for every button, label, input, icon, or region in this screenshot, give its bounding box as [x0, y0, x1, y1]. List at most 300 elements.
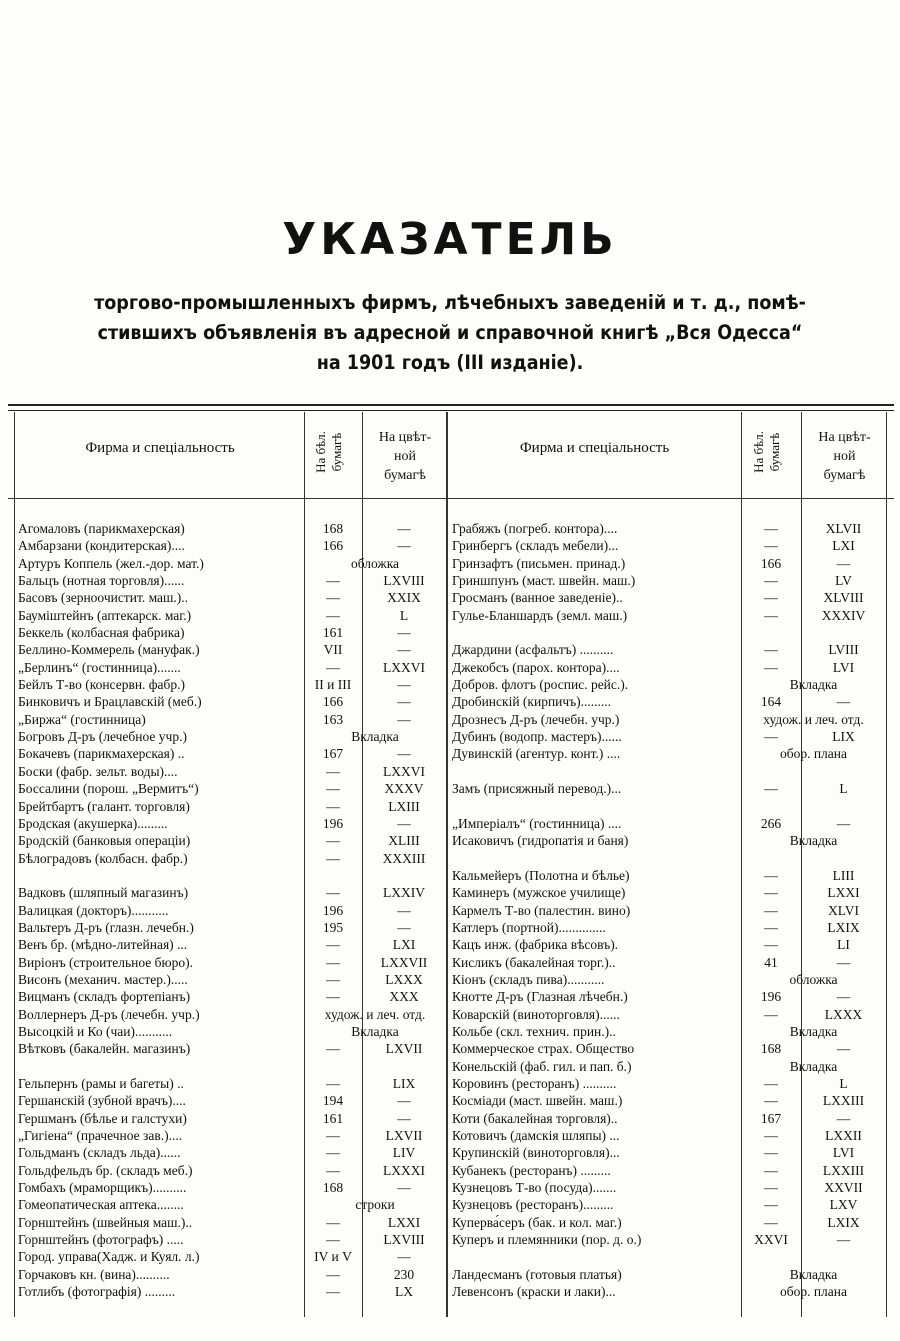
table-row	[452, 1266, 888, 1283]
white-paper-page: —	[764, 659, 778, 675]
table-row	[18, 1006, 446, 1023]
white-paper-page: 161	[322, 1110, 344, 1126]
table-row	[18, 641, 446, 658]
white-paper-page: 195	[322, 919, 344, 935]
table-row	[452, 1006, 888, 1023]
firm-name: Валицкая (докторъ)...........	[18, 902, 169, 918]
table-row	[18, 624, 446, 641]
firm-name: Кисликъ (бакалейная торг.)..	[452, 954, 616, 970]
colored-paper-page: LXXX	[385, 971, 423, 987]
firm-name: Бокачевъ (парикмахерская) ..	[18, 746, 185, 762]
colored-paper-page: LI	[837, 937, 850, 953]
firm-name: Готлибъ (фотографія) .........	[18, 1284, 176, 1300]
colored-paper-page: —	[397, 815, 411, 831]
firm-name: Исаковичъ (гидропатія и баня)	[452, 833, 629, 849]
white-paper-page: 41	[764, 954, 778, 970]
firm-name: Вальтеръ Д-ръ (глазн. лечебн.)	[18, 919, 194, 935]
table-row	[18, 1040, 446, 1057]
table-row	[452, 693, 888, 710]
firm-name: Высоцкій и Ко (чаи)...........	[18, 1023, 173, 1039]
colored-paper-page: XXX	[389, 989, 419, 1005]
colored-paper-page: —	[836, 1110, 851, 1126]
colored-paper-page: XXVII	[824, 1180, 863, 1196]
white-paper-page: —	[326, 1162, 340, 1178]
colored-paper-page: LVIII	[828, 642, 859, 658]
firm-name: Космiади (маст. швейн. маш.)	[452, 1093, 623, 1109]
white-paper-page: —	[764, 885, 778, 901]
white-paper-page: —	[764, 521, 778, 536]
firm-name: Гринбергъ (складъ мебели)...	[452, 538, 619, 554]
white-paper-page: —	[326, 1145, 340, 1161]
firm-name: Бинковичъ и Брацлавскій (меб.)	[18, 694, 202, 710]
white-paper-page: —	[764, 1197, 778, 1213]
firm-name: Кіонъ (складъ пива)...........	[452, 971, 605, 987]
white-paper-page: II и III	[314, 677, 352, 693]
colored-paper-page: XXXIII	[382, 850, 426, 866]
table-row	[18, 1248, 446, 1265]
colored-paper-page: —	[397, 677, 411, 693]
table-row	[18, 711, 446, 728]
colored-paper-page: LXXXI	[383, 1162, 425, 1178]
table-row	[18, 988, 446, 1005]
firm-name: Боссалини (порош. „Вермитъ“)	[18, 781, 199, 797]
table-row	[452, 867, 888, 884]
table-row	[452, 1110, 888, 1127]
colored-paper-page: LXV	[829, 1197, 858, 1213]
table-row	[18, 1144, 446, 1161]
placement-note: обложка	[789, 971, 838, 987]
firm-name: Агомаловъ (парикмахерская)	[18, 521, 185, 536]
firm-name: Вадковъ (шляпный магазинъ)	[18, 885, 189, 901]
white-paper-page: 266	[760, 815, 782, 831]
white-paper-page: —	[326, 607, 340, 623]
table-row	[18, 832, 446, 849]
table-row	[18, 555, 446, 572]
table-row	[18, 815, 446, 832]
colored-paper-page: LXIX	[827, 919, 860, 935]
firm-name: Брейтбартъ (галант. торговля)	[18, 798, 190, 814]
white-paper-page: —	[326, 1214, 340, 1230]
table-row	[18, 728, 446, 745]
white-paper-page: —	[764, 729, 778, 745]
white-paper-page: —	[326, 1232, 340, 1248]
table-row	[452, 659, 888, 676]
colored-paper-page: —	[397, 625, 411, 641]
header-firm: Фирма и спеціальность	[519, 440, 670, 456]
colored-paper-page: LXIX	[827, 1214, 860, 1230]
firm-name: Гросманъ (ванное заведеніе)..	[452, 590, 623, 606]
firm-name: „Берлинъ“ (гостинница).......	[18, 659, 181, 675]
white-paper-page: —	[326, 763, 340, 779]
section-gap	[452, 763, 888, 780]
white-paper-page: —	[326, 833, 340, 849]
firm-name: Бѣлоградовъ (колбасн. фабр.)	[18, 850, 188, 866]
firm-name: Добров. флотъ (роспис. рейс.).	[452, 677, 629, 693]
white-paper-page: 168	[322, 521, 344, 536]
table-row	[18, 1214, 446, 1231]
colored-paper-page: —	[397, 1093, 411, 1109]
firm-name: „Имперіалъ“ (гостинница) ....	[452, 815, 622, 831]
table-row	[452, 780, 888, 797]
firm-name: Котовичъ (дамскія шляпы) ...	[452, 1128, 620, 1144]
firm-name: Ландесманъ (готовыя платья)	[452, 1266, 622, 1282]
header-colored-line: ной	[833, 449, 856, 464]
firm-name: Конельскій (фаб. гил. и пап. б.)	[452, 1058, 632, 1074]
colored-paper-page: LXVII	[385, 1041, 423, 1057]
colored-paper-page: —	[397, 1249, 411, 1265]
top-rule-thin	[8, 410, 894, 411]
white-paper-page: —	[764, 781, 778, 797]
white-paper-page: XXVI	[754, 1232, 788, 1248]
white-paper-page: 161	[322, 625, 344, 641]
table-row	[18, 520, 446, 537]
placement-note: Вкладка	[789, 1023, 838, 1039]
firm-name: Кальмейеръ (Полотна и бѣлье)	[452, 867, 630, 883]
colored-paper-page: LXXI	[827, 885, 860, 901]
colored-paper-page: —	[836, 989, 851, 1005]
header-colored-paper	[364, 428, 446, 485]
white-paper-page: —	[764, 1006, 778, 1022]
header-colored-paper	[803, 428, 886, 485]
table-row	[452, 1092, 888, 1109]
colored-paper-page: LXXVI	[383, 659, 425, 675]
white-paper-page: —	[764, 590, 778, 606]
table-row	[18, 850, 446, 867]
firm-name: Крупинскій (виноторговля)...	[452, 1145, 620, 1161]
table-row	[452, 1162, 888, 1179]
firm-name: Кузнецовъ Т-во (посуда).......	[452, 1180, 617, 1196]
table-row	[18, 572, 446, 589]
table-row	[18, 1023, 446, 1040]
placement-note: Вкладка	[789, 677, 838, 693]
header-white-paper: На бѣл. бумагѣ	[751, 431, 782, 473]
firm-name: Гринзафтъ (письмен. принад.)	[452, 555, 626, 571]
white-paper-page: —	[326, 937, 340, 953]
colored-paper-page: XXXV	[384, 781, 424, 797]
header-colored-line: бумагѣ	[384, 468, 426, 483]
white-paper-page: —	[764, 642, 778, 658]
table-row	[452, 589, 888, 606]
table-row	[18, 1162, 446, 1179]
firm-name: Горнштейнъ (швейныя маш.)..	[18, 1214, 193, 1230]
placement-note: Вкладка	[351, 1023, 399, 1039]
colored-paper-page: —	[397, 1180, 411, 1196]
colored-paper-page: LIV	[392, 1145, 416, 1161]
table-row	[18, 1266, 446, 1283]
firm-name: Гершанскій (зубной врачъ)....	[18, 1093, 186, 1109]
white-paper-page: 167	[760, 1110, 782, 1126]
section-gap	[452, 798, 888, 815]
colored-paper-page: LXIII	[388, 798, 420, 814]
firm-name: Беллино-Коммерель (мануфак.)	[18, 642, 200, 658]
table-row	[18, 1127, 446, 1144]
white-paper-page: —	[764, 1162, 778, 1178]
colored-paper-page: LXXIII	[822, 1162, 865, 1178]
firm-name: Горчаковъ кн. (вина)..........	[18, 1266, 170, 1282]
colored-paper-page: LXVIII	[383, 1232, 425, 1248]
firm-name: Горнштейнъ (фотографъ) .....	[18, 1232, 184, 1248]
table-row	[452, 728, 888, 745]
colored-paper-page: —	[836, 555, 851, 571]
table-row	[452, 815, 888, 832]
table-row	[452, 572, 888, 589]
white-paper-page: 164	[760, 694, 782, 710]
firm-name: Воллернеръ Д-ръ (лечебн. учр.)	[18, 1006, 200, 1022]
table-row	[18, 676, 446, 693]
firm-name: Куперва́серъ (бак. и кол. маг.)	[452, 1214, 622, 1230]
subtitle-line: стившихъ объявленія въ адресной и справочной книгѣ „Вся Одесса“	[97, 321, 803, 344]
right-column	[452, 520, 888, 1300]
firm-name: Боски (фабр. зельт. воды)....	[18, 763, 178, 779]
placement-note: Вкладка	[789, 1266, 838, 1282]
colored-paper-page: XXIX	[387, 590, 421, 606]
table-row	[18, 919, 446, 936]
white-paper-page: —	[326, 798, 340, 814]
firm-name: Джардини (асфальтъ) ..........	[452, 642, 614, 658]
firm-name: Гомеопатическая аптека........	[18, 1197, 184, 1213]
table-row	[452, 555, 888, 572]
placement-note: обор. плана	[779, 1284, 848, 1300]
header-colored-line: бумагѣ	[823, 468, 866, 483]
white-paper-page: 196	[760, 989, 782, 1005]
colored-paper-page: —	[397, 521, 411, 536]
table-row	[18, 780, 446, 797]
table-row	[18, 954, 446, 971]
white-paper-page: —	[326, 989, 340, 1005]
white-paper-page: —	[764, 937, 778, 953]
white-paper-page: —	[326, 659, 340, 675]
colored-paper-page: L	[839, 781, 848, 797]
firm-name: Кармелъ Т-во (палестин. вино)	[452, 902, 631, 918]
white-paper-page: —	[326, 1041, 340, 1057]
placement-note: Вкладка	[789, 833, 838, 849]
white-paper-page: 168	[322, 1180, 344, 1196]
colored-paper-page: LVI	[832, 659, 855, 675]
firm-name: Артуръ Коппель (жел.-дор. мат.)	[18, 555, 204, 571]
header-colored-line: На цвѣт-	[378, 430, 432, 445]
colored-paper-page: LIX	[392, 1076, 416, 1091]
white-paper-page: —	[326, 885, 340, 901]
white-paper-page: —	[764, 607, 778, 623]
white-paper-page: —	[764, 1128, 778, 1144]
placement-note: строки	[355, 1197, 395, 1213]
firm-name: „Биржа“ (гостинница)	[18, 711, 146, 727]
colored-paper-page: XLIII	[388, 833, 420, 849]
table-row	[18, 537, 446, 554]
colored-paper-page: —	[836, 1232, 851, 1248]
table-row	[452, 745, 888, 762]
colored-paper-page: LIX	[832, 729, 855, 745]
firm-name: Дубинъ (водопр. мастеръ)......	[452, 729, 622, 745]
firm-name: Венъ бр. (мѣдно-литейная) ...	[18, 937, 188, 953]
table-row	[18, 1196, 446, 1213]
firm-name: Дробинскій (кирпичъ).........	[452, 694, 612, 710]
white-paper-page: —	[764, 867, 778, 883]
firm-name: Амбарзани (кондитерская)....	[18, 538, 185, 554]
firm-name: Джекобсъ (парох. контора)....	[452, 659, 620, 675]
table-row	[452, 711, 888, 728]
colored-paper-page: XLVII	[825, 521, 862, 536]
white-paper-page: 163	[322, 711, 344, 727]
white-paper-page: —	[764, 902, 778, 918]
table-row	[452, 1075, 888, 1092]
colored-paper-page: —	[397, 711, 411, 727]
table-row	[18, 884, 446, 901]
white-paper-page: —	[326, 573, 340, 589]
firm-name: Виріонъ (строительное бюро).	[18, 954, 193, 970]
firm-name: Кнотте Д-ръ (Глазная лѣчебн.)	[452, 989, 628, 1005]
table-row	[18, 936, 446, 953]
colored-paper-page: —	[836, 1041, 851, 1057]
table-row	[452, 1040, 888, 1057]
table-row	[18, 693, 446, 710]
firm-name: Замъ (присяжный перевод.)...	[452, 781, 622, 797]
table-row	[452, 971, 888, 988]
table-row	[452, 1023, 888, 1040]
table-row	[452, 1283, 888, 1300]
colored-paper-page: LXXX	[824, 1006, 863, 1022]
colored-paper-page: LXXIV	[383, 885, 425, 901]
firm-name: Кольбе (скл. технич. прин.)..	[452, 1023, 616, 1039]
colored-paper-page: LVI	[832, 1145, 855, 1161]
firm-name: Дувинскій (агентур. конт.) ....	[452, 746, 621, 762]
colored-paper-page: —	[397, 538, 411, 554]
white-paper-page: —	[326, 954, 340, 970]
firm-name: Дрознесъ Д-ръ (лечебн. учр.)	[452, 711, 620, 727]
firm-name: Коти (бакалейная торговля)..	[452, 1110, 618, 1126]
firm-name: Вицманъ (складъ фортепіанъ)	[18, 989, 191, 1005]
white-paper-page: —	[764, 1076, 778, 1091]
firm-name: Гершманъ (бѣлье и галстухи)	[18, 1110, 187, 1126]
colored-paper-page: —	[397, 746, 411, 762]
firm-name: Грабяжъ (погреб. контора)....	[452, 521, 618, 536]
colored-paper-page: LXXVI	[383, 763, 425, 779]
firm-name: Город. управа(Хадж. и Куял. л.)	[18, 1249, 200, 1265]
colored-paper-page: —	[397, 642, 411, 658]
table-row	[18, 1283, 446, 1300]
table-row	[18, 745, 446, 762]
firm-name: Левенсонъ (краски и лаки)...	[452, 1284, 616, 1300]
placement-note: худож. и леч. отд.	[763, 711, 864, 727]
colored-paper-page: LXI	[832, 538, 855, 554]
colored-paper-page: —	[397, 919, 411, 935]
firm-name: Кацъ инж. (фабрика вѣсовъ).	[452, 937, 619, 953]
white-paper-page: 167	[322, 746, 344, 762]
section-gap	[18, 867, 446, 884]
table-row	[18, 763, 446, 780]
table-row	[18, 902, 446, 919]
table-row	[452, 919, 888, 936]
firm-name: Куперъ и племянники (пор. д. о.)	[452, 1232, 642, 1248]
firm-name: Коровинъ (ресторанъ) ..........	[452, 1076, 617, 1091]
colored-paper-page: LXVII	[385, 1128, 423, 1144]
firm-name: Беккель (колбасная фабрика)	[18, 625, 185, 641]
placement-note: обор. плана	[779, 746, 848, 762]
table-row	[452, 1214, 888, 1231]
white-paper-page: —	[326, 1266, 340, 1282]
header-colored-line: ной	[394, 449, 416, 464]
white-paper-page: —	[326, 850, 340, 866]
table-row	[452, 832, 888, 849]
firm-name: Вѣтковъ (бакалейн. магазинъ)	[18, 1041, 191, 1057]
colored-paper-page: LXXIII	[822, 1093, 865, 1109]
colored-paper-page: L	[839, 1076, 848, 1091]
table-row	[452, 676, 888, 693]
white-paper-page: —	[764, 919, 778, 935]
colored-paper-page: LXXI	[387, 1214, 421, 1230]
white-paper-page: —	[326, 1076, 340, 1091]
table-row	[452, 988, 888, 1005]
white-paper-page: —	[764, 1180, 778, 1196]
white-paper-page: 196	[322, 815, 344, 831]
firm-name: Гольдманъ (складъ льда)......	[18, 1145, 181, 1161]
white-paper-page: 196	[322, 902, 344, 918]
table-row	[452, 954, 888, 971]
subtitle-line: на 1901 годъ (III изданіе).	[316, 351, 584, 374]
firm-name: Гельпернъ (рамы и багеты) ..	[18, 1076, 184, 1091]
header-rule	[8, 498, 894, 499]
table-row	[18, 1179, 446, 1196]
firm-name: Кубанекъ (ресторанъ) .........	[452, 1162, 611, 1178]
white-paper-page: —	[764, 573, 778, 589]
firm-name: Гольдфельдъ бр. (складъ меб.)	[18, 1162, 193, 1178]
firm-name: Бауміштейнъ (аптекарск. маг.)	[18, 607, 192, 623]
top-rule	[8, 404, 894, 406]
table-row	[452, 884, 888, 901]
table-row	[452, 1231, 888, 1248]
table-row	[18, 971, 446, 988]
table-row	[18, 1110, 446, 1127]
white-paper-page: —	[326, 1284, 340, 1300]
column-divider	[14, 412, 15, 1317]
table-row	[452, 1144, 888, 1161]
section-gap	[18, 1058, 446, 1075]
colored-paper-page: —	[836, 815, 851, 831]
section-gap	[452, 1248, 888, 1265]
table-row	[452, 520, 888, 537]
white-paper-page: 194	[322, 1093, 344, 1109]
left-column	[18, 520, 446, 1300]
page-title: УКАЗАТЕЛЬ	[282, 214, 618, 265]
table-row	[452, 1127, 888, 1144]
firm-name: Висонъ (механич. мастер.).....	[18, 971, 188, 987]
firm-name: Гомбахъ (мраморщикъ)..........	[18, 1180, 187, 1196]
colored-paper-page: LIII	[832, 867, 855, 883]
table-row	[452, 936, 888, 953]
colored-paper-page: 230	[393, 1266, 415, 1282]
table-row	[18, 1231, 446, 1248]
table-row	[18, 589, 446, 606]
table-row	[452, 607, 888, 624]
firm-name: Басовъ (зерноочистит. маш.)..	[18, 590, 189, 606]
colored-paper-page: —	[836, 954, 851, 970]
placement-note: Вкладка	[351, 729, 399, 745]
colored-paper-page: LXXVII	[380, 954, 428, 970]
firm-name: Гриншпунъ (маст. швейн. маш.)	[452, 573, 636, 589]
firm-name: Коварскій (виноторговля)......	[452, 1006, 620, 1022]
white-paper-page: —	[764, 538, 778, 554]
white-paper-page: —	[326, 1128, 340, 1144]
header-firm: Фирма и спеціальность	[85, 440, 235, 456]
firm-name: Гульe-Бланшардъ (земл. маш.)	[452, 607, 628, 623]
table-row	[452, 1179, 888, 1196]
firm-name: Бродскій (банковыя операціи)	[18, 833, 191, 849]
subtitle-line: торгово-промышленныхъ фирмъ, лѣчебныхъ заведеній и т. д., помѣ-	[94, 291, 806, 314]
firm-name: Катлеръ (портной)..............	[452, 919, 606, 935]
colored-paper-page: —	[397, 902, 411, 918]
firm-name: „Гигіена“ (прачечное зав.)....	[18, 1128, 183, 1144]
colored-paper-page: LV	[835, 573, 852, 589]
